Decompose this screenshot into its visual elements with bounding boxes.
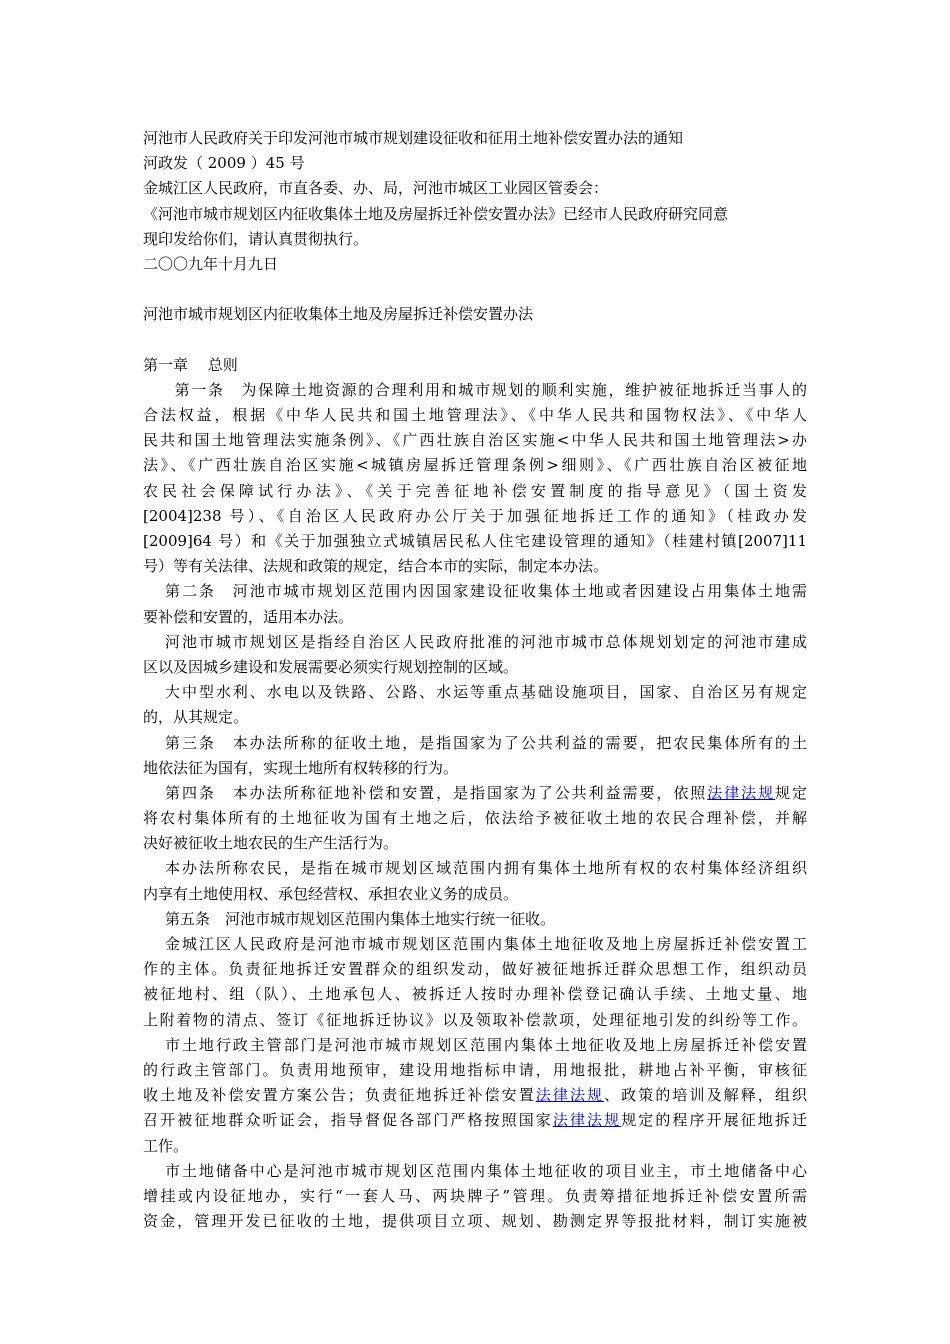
chapter-heading: 第一章 总则	[143, 355, 238, 374]
article-1-line: 农民社会保障试行办法》、《关于完善征地补偿安置制度的指导意见》（国土资发	[143, 481, 807, 500]
article-5-line: 第五条 河池市城市规划区范围内集体土地实行统一征收。	[165, 909, 556, 928]
article-1-line: 法》、《广西壮族自治区实施<城镇房屋拆迁管理条例>细则》、《广西壮族自治区被征地	[143, 456, 807, 475]
article-5-line	[143, 1108, 807, 1133]
article-5-text: 收土地及补偿安置方案公告；负责征地拆迁补偿安置	[143, 1086, 536, 1105]
article-5-line: 工作。	[143, 1136, 189, 1155]
article-5-line: 作的主体。负责征地拆迁安置群众的组织发动，做好被征地拆迁群众思想工作，组织动员	[143, 960, 807, 979]
article-2-line: 区以及因城乡建设和发展需要必须实行规划控制的区域。	[143, 657, 519, 676]
article-1-line: 第一条 为保障土地资源的合理利用和城市规划的顺利实施，维护被征地拆迁当事人的	[158, 380, 807, 399]
article-4-line: 内享有土地使用权、承包经营权、承担农业义务的成员。	[143, 884, 519, 903]
article-5-text: 召开被征地群众听证会，指导督促各部门严格按照国家	[143, 1111, 553, 1130]
article-5-line: 增挂或内设征地办，实行“一套人马、两块牌子”管理。负责筹措征地拆迁补偿安置所需	[143, 1186, 807, 1205]
article-2-line: 的，从其规定。	[143, 708, 249, 727]
article-3-line: 地依法征为国有，实现土地所有权转移的行为。	[143, 758, 459, 777]
article-4-text: 第四条 本办法所称征地补偿和安置，是指国家为了公共利益需要，依照	[165, 783, 708, 802]
notice-body-line: 现印发给你们，请认真贯彻执行。	[143, 229, 369, 248]
notice-body-line: 《河池市城市规划区内征收集体土地及房屋拆迁补偿安置办法》已经市人民政府研究同意	[143, 204, 729, 223]
laws-regulations-link[interactable]: 法律法规	[535, 1086, 605, 1105]
laws-regulations-link[interactable]: 法律法规	[707, 783, 776, 802]
article-5-text: 规定的程序开展征地拆迁	[621, 1111, 807, 1130]
notice-title: 河池市人民政府关于印发河池市城市规划建设征收和征用土地补偿安置办法的通知	[143, 129, 684, 147]
document-page	[143, 126, 807, 1234]
article-4-text: 规定	[775, 783, 807, 802]
article-5-line: 市土地储备中心是河池市城市规划区范围内集体土地征收的项目业主，市土地储备中心	[165, 1161, 807, 1180]
article-5-line	[143, 1083, 807, 1108]
article-3-line: 第三条 本办法所称的征收土地，是指国家为了公共利益的需要，把农民集体所有的土	[165, 733, 807, 752]
article-5-line: 的行政主管部门。负责用地预审，建设用地指标申请，用地报批，耕地占补平衡，审核征	[143, 1060, 807, 1079]
article-5-line: 被征地村、组（队）、土地承包人、被拆迁人按时办理补偿登记确认手续、土地丈量、地	[143, 985, 807, 1004]
article-5-line: 金城江区人民政府是河池市城市规划区范围内集体土地征收及地上房屋拆迁补偿安置工	[165, 935, 807, 953]
article-5-text: 、政策的培训及解释，组织	[604, 1086, 807, 1105]
article-4-line: 决好被征收土地农民的生产生活行为。	[143, 834, 399, 853]
document-number: 河政发（ 2009 ）45 号	[143, 154, 305, 173]
regulation-title: 河池市城市规划区内征收集体土地及房屋拆迁补偿安置办法	[143, 305, 534, 324]
article-1-line: 合法权益，根据《中华人民共和国土地管理法》、《中华人民共和国物权法》、《中华人	[143, 406, 807, 425]
article-5-line: 市土地行政主管部门是河池市城市规划区范围内集体土地征收及地上房屋拆迁补偿安置	[165, 1035, 807, 1054]
notice-date: 二〇〇九年十月九日	[143, 254, 279, 273]
article-2-line: 第二条 河池市城市规划区范围内因国家建设征收集体土地或者因建设占用集体土地需	[165, 582, 807, 601]
article-4-line: 本办法所称农民，是指在城市规划区域范围内拥有集体土地所有权的农村集体经济组织	[165, 859, 807, 878]
laws-regulations-link[interactable]: 法律法规	[552, 1111, 622, 1130]
spacer	[143, 277, 807, 302]
article-5-line: 资金，管理开发已征收的土地，提供项目立项、规划、勘测定界等报批材料，制订实施被	[143, 1212, 807, 1231]
article-2-line: 要补偿和安置的，适用本办法。	[143, 607, 354, 626]
article-2-line: 河池市城市规划区是指经自治区人民政府批准的河池市城市总体规划划定的河池市建成	[165, 632, 807, 651]
article-5-line: 上附着物的清点、签订《征地拆迁协议》以及领取补偿款项，处理征地引发的纠纷等工作。	[143, 1010, 807, 1029]
article-1-line: [2004]238 号）、《自治区人民政府办公厅关于加强征地拆迁工作的通知》（桂政办发	[143, 506, 807, 525]
article-1-line: 号）等有关法律、法规和政策的规定，结合本市的实际，制定本办法。	[143, 557, 609, 576]
recipients: 金城江区人民政府，市直各委、办、局，河池市城区工业园区管委会：	[143, 179, 609, 198]
article-1-line: [2009]64 号）和《关于加强独立式城镇居民私人住宅建设管理的通知》（桂建村镇[2007]11	[143, 532, 807, 550]
article-4-line	[143, 781, 807, 806]
article-4-line: 将农村集体所有的土地征收为国有土地之后，依法给予被征收土地的农民合理补偿，并解	[143, 809, 807, 828]
spacer	[143, 328, 807, 353]
article-2-line: 大中型水利、水电以及铁路、公路、水运等重点基础设施项目，国家、自治区另有规定	[165, 683, 807, 702]
article-1-line: 民共和国土地管理法实施条例》、《广西壮族自治区实施<中华人民共和国土地管理法>办	[143, 431, 807, 450]
